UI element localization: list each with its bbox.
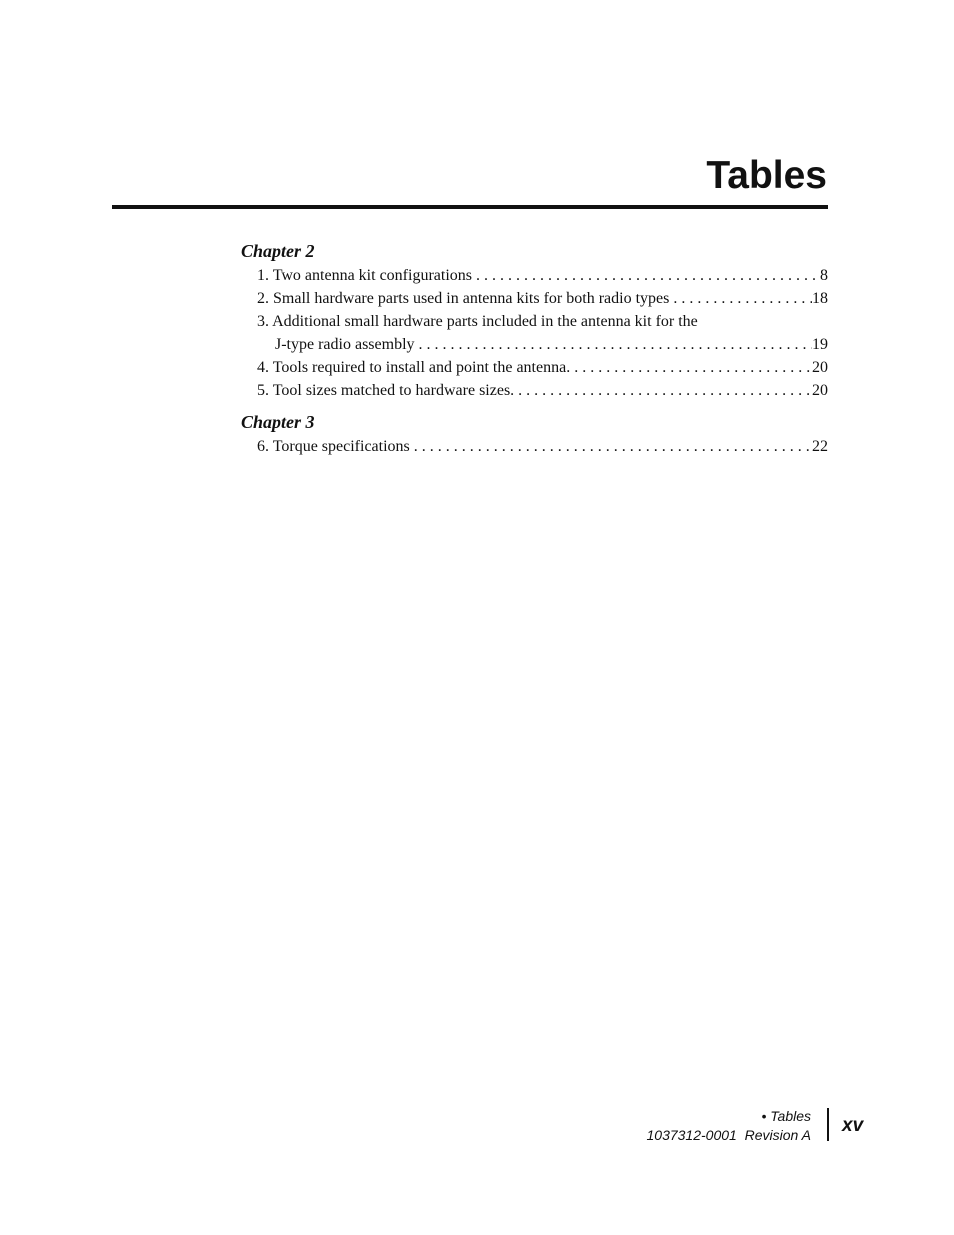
dot-leader: [570, 356, 812, 379]
toc-page-number: 20: [812, 359, 828, 376]
chapter-3-section: [241, 411, 828, 458]
toc-entry-4[interactable]: [241, 356, 828, 379]
toc-page-number: 18: [812, 290, 828, 307]
toc-entry-2[interactable]: [241, 287, 828, 310]
toc-page-number: 20: [812, 382, 828, 399]
toc-entry-text-continued: J-type radio assembly: [275, 336, 415, 353]
toc-entry-text: 6. Torque specifications: [257, 438, 410, 455]
toc-entry-text: 3. Additional small hardware parts included in the antenna kit for the: [257, 313, 698, 330]
chapter-2-section: [241, 240, 828, 402]
toc-entry-text: 2. Small hardware parts used in antenna kits for both radio types: [257, 290, 670, 307]
toc-page-number: 22: [812, 438, 828, 455]
toc-entry-text: 1. Two antenna kit configurations: [257, 267, 472, 284]
toc-entry-text: 4. Tools required to install and point the antenna.: [257, 359, 571, 376]
dot-leader: [472, 264, 820, 287]
toc-entry-text: 5. Tool sizes matched to hardware sizes.: [257, 382, 515, 399]
footer-page-number: xv: [842, 1115, 864, 1136]
toc-entry-6[interactable]: [241, 435, 828, 458]
toc-entry-3[interactable]: [241, 310, 828, 356]
page-title: Tables: [706, 154, 827, 197]
title-rule: [112, 205, 828, 209]
dot-leader: [514, 379, 812, 402]
footer-document-id: 1037312-0001 Revision A: [646, 1127, 811, 1143]
toc-entry-1[interactable]: [241, 264, 828, 287]
page-footer: [647, 1107, 812, 1145]
dot-leader: [669, 287, 812, 310]
toc-entry-5[interactable]: [241, 379, 828, 402]
dot-leader: [415, 333, 812, 356]
dot-leader: [410, 435, 812, 458]
toc-page-number: 8: [820, 267, 828, 284]
table-of-tables: [241, 240, 828, 458]
footer-divider: [827, 1108, 829, 1141]
toc-page-number: 19: [812, 336, 828, 353]
chapter-heading: Chapter 2: [241, 241, 315, 261]
chapter-heading: Chapter 3: [241, 412, 315, 432]
footer-section-label: • Tables: [761, 1108, 811, 1124]
